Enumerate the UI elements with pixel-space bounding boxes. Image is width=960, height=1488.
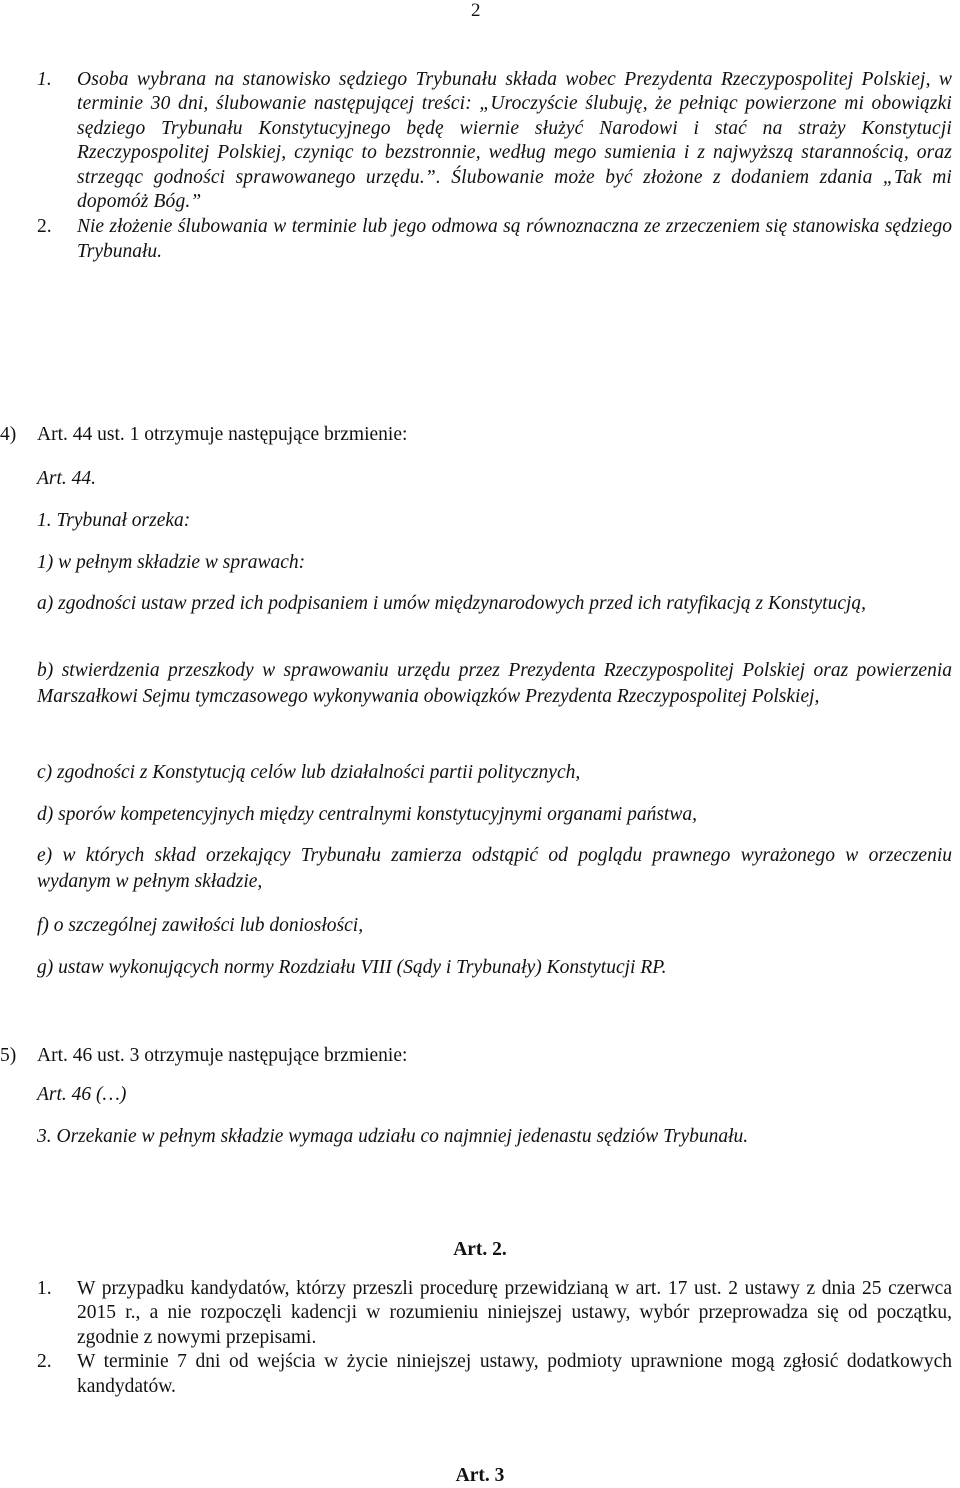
list-item [37, 215, 960, 264]
item-number: 1. [37, 1278, 52, 1299]
oath-section [37, 68, 960, 264]
letter-f: f) o szczególnej zawiłości lub doniosłości, [37, 915, 364, 936]
point-5-text: Art. 46 ust. 3 otrzymuje następujące brzmienie: [37, 1045, 408, 1066]
item-number: 2. [37, 1351, 52, 1373]
item-text: Osoba wybrana na stanowisko sędziego Trybunału składa wobec Prezydenta Rzeczypospolitej Polskiej, w terminie 30 dni, ślubowanie następującej treści: „Uroczyście ślubuję, że pełniąc powierzone mi obowiązki sędziego Trybunału Konstytucyjnego będę wiernie służyć Narodowi i stać na straży Konstytucji Rzeczypospolitej Polskiej, czyniąc to bezstronnie, według mego sumienia i z najwyższą starannością, oraz strzegąc godności sprawowanego urzędu.”. Ślubowanie może być złożone z dodaniem zdania „Tak mi dopomóż Bóg.” [77, 69, 952, 213]
list-item [37, 1350, 960, 1399]
item-number: 1. [37, 69, 52, 90]
art-2-body [37, 1277, 960, 1399]
page-number: 2 [471, 0, 481, 21]
point-4-text: Art. 44 ust. 1 otrzymuje następujące brzmienie: [37, 424, 408, 445]
letter-a: a) zgodności ustaw przed ich podpisaniem i umów międzynarodowych przed ich ratyfikacją z Konstytucją, [37, 593, 867, 614]
art-46-label: Art. 46 (…) [37, 1084, 127, 1105]
letter-c: c) zgodności z Konstytucją celów lub działalności partii politycznych, [37, 762, 581, 783]
letter-e: e) w których skład orzekający Trybunału zamierza odstąpić od poglądu prawnego wyrażonego w orzeczeniu wydanym w pełnym składzie, [37, 845, 952, 892]
point-5-number: 5) [0, 1045, 17, 1066]
item-text: W terminie 7 dni od wejścia w życie niniejszej ustawy, podmioty uprawnione mogą zgłosić dodatkowych kandydatów. [77, 1351, 952, 1397]
letter-d: d) sporów kompetencyjnych między centralnymi konstytucyjnymi organami państwa, [37, 804, 697, 825]
list-item [37, 1277, 960, 1350]
art-2-heading: Art. 2. [453, 1239, 507, 1260]
item-text: W przypadku kandydatów, którzy przeszli procedurę przewidzianą w art. 17 ust. 2 ustawy z dnia 25 czerwca 2015 r., a nie rozpoczęli kadencji w rozumieniu niniejszej ustawy, wybór przeprowadza się od początku, zgodnie z nowymi przepisami. [77, 1278, 952, 1348]
letter-b: b) stwierdzenia przeszkody w sprawowaniu urzędu przez Prezydenta Rzeczypospolitej Polskiej oraz powierzenia Marszałkowi Sejmu tymczasowego wykonywania obowiązków Prezydenta Rzeczypospolitej Polskiej, [37, 660, 952, 707]
list-item [37, 68, 960, 214]
point-4-number: 4) [0, 424, 17, 445]
item-number: 2. [37, 216, 52, 238]
art-3-heading: Art. 3 [455, 1465, 505, 1486]
ust-1: 1. Trybunał orzeka: [37, 510, 191, 531]
pkt-1: 1) w pełnym składzie w sprawach: [37, 552, 306, 573]
letter-g: g) ustaw wykonujących normy Rozdziału VIII (Sądy i Trybunały) Konstytucji RP. [37, 957, 667, 978]
item-text: Nie złożenie ślubowania w terminie lub jego odmowa są równoznaczna ze zrzeczeniem się stanowiska sędziego Trybunału. [77, 216, 952, 262]
ust-3: 3. Orzekanie w pełnym składzie wymaga udziału co najmniej jedenastu sędziów Trybunału. [37, 1126, 749, 1147]
art-44-label: Art. 44. [37, 468, 97, 489]
